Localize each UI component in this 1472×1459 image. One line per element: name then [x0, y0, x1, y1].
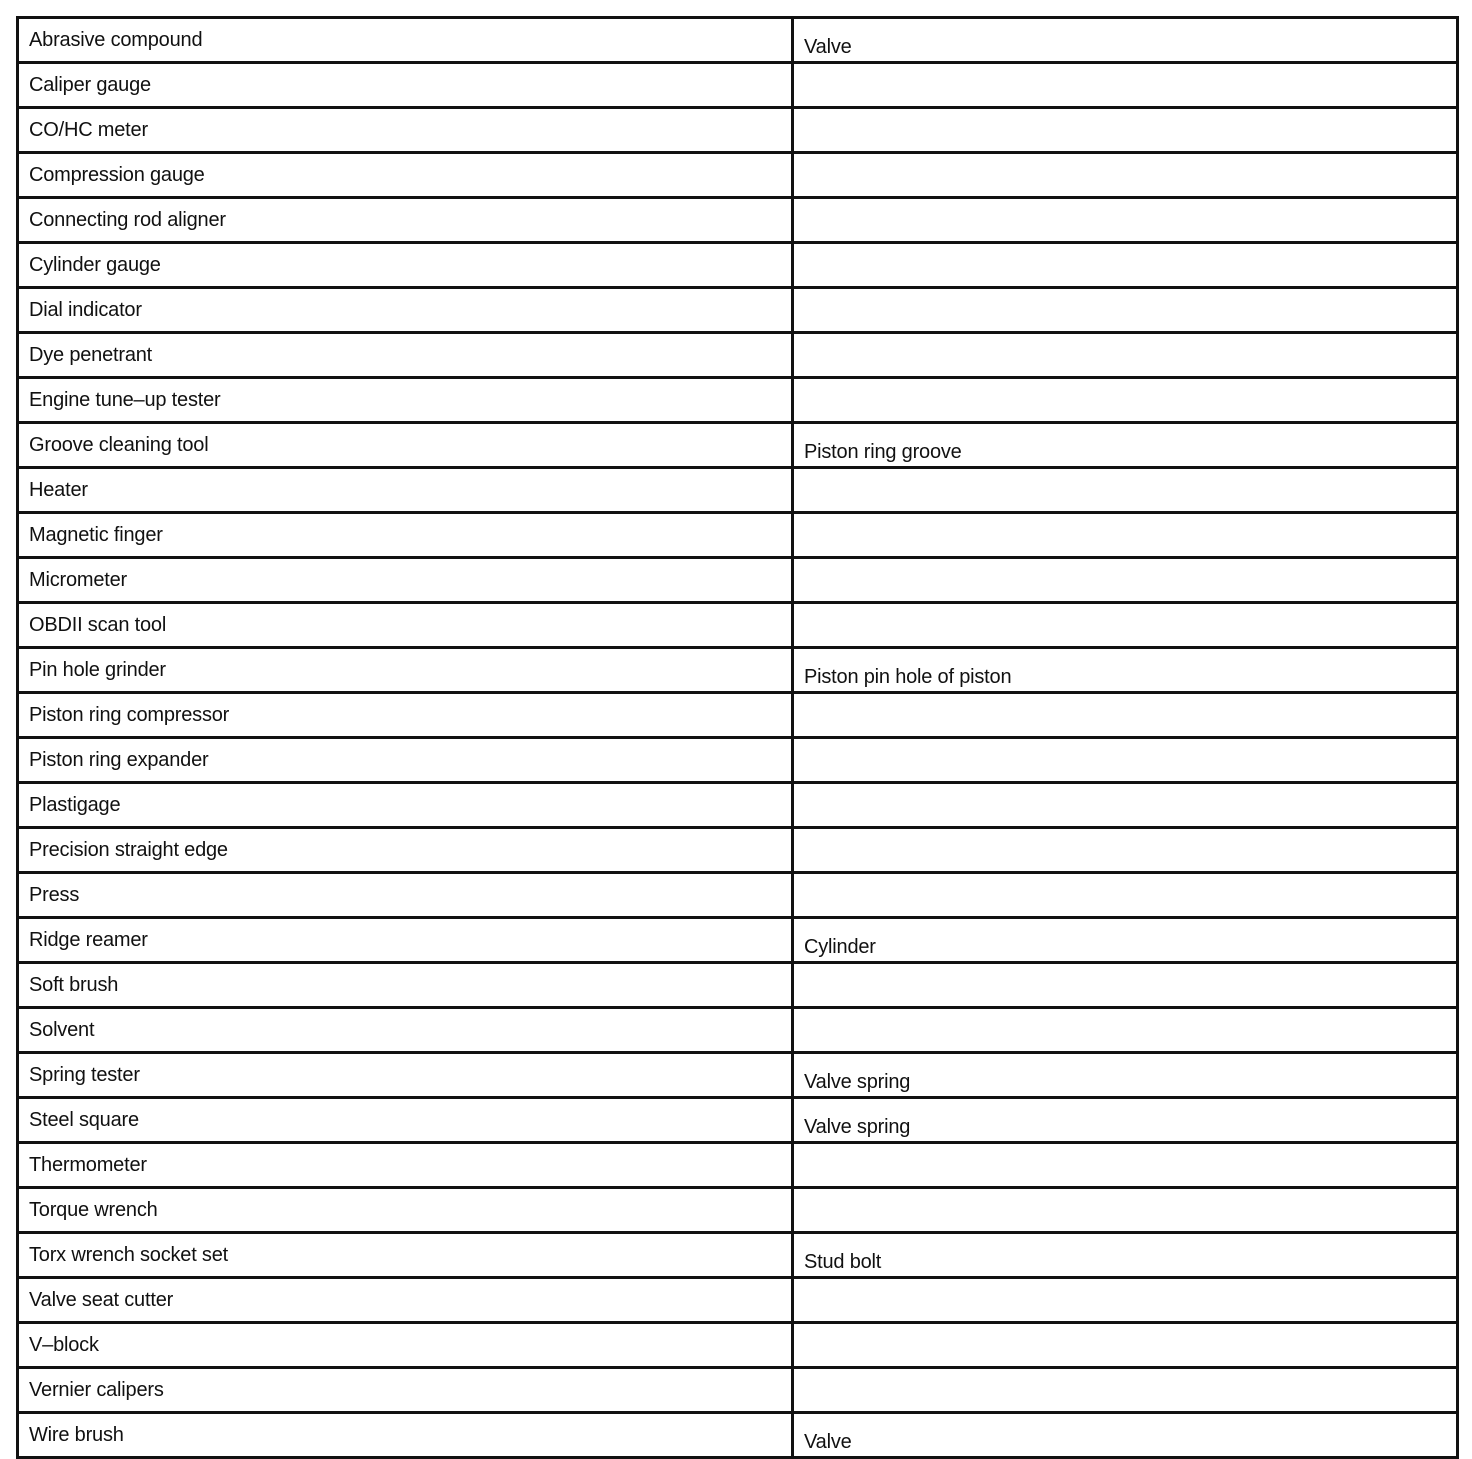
tool-name-cell: Magnetic finger — [18, 513, 793, 558]
part-cell — [793, 513, 1458, 558]
part-cell — [793, 873, 1458, 918]
table-row — [18, 1143, 1458, 1188]
part-cell: Valve spring — [793, 1098, 1458, 1143]
part-cell — [793, 558, 1458, 603]
table-row — [18, 963, 1458, 1008]
part-cell: Stud bolt — [793, 1233, 1458, 1278]
tool-name-cell: OBDII scan tool — [18, 603, 793, 648]
table-row — [18, 1008, 1458, 1053]
part-cell — [793, 1008, 1458, 1053]
part-cell: Valve — [793, 1413, 1458, 1458]
part-cell — [793, 1323, 1458, 1368]
tool-name-cell: Precision straight edge — [18, 828, 793, 873]
tool-name-cell: Pin hole grinder — [18, 648, 793, 693]
part-cell: Valve spring — [793, 1053, 1458, 1098]
part-cell — [793, 693, 1458, 738]
part-cell — [793, 153, 1458, 198]
part-cell — [793, 828, 1458, 873]
tool-name-cell: Spring tester — [18, 1053, 793, 1098]
part-cell — [793, 963, 1458, 1008]
part-cell: Piston pin hole of piston — [793, 648, 1458, 693]
table-row — [18, 1368, 1458, 1413]
table-row — [18, 333, 1458, 378]
tool-name-cell: Steel square — [18, 1098, 793, 1143]
tool-name-cell: Soft brush — [18, 963, 793, 1008]
part-cell — [793, 63, 1458, 108]
table-row — [18, 783, 1458, 828]
tool-name-cell: Piston ring compressor — [18, 693, 793, 738]
tool-name-cell: Thermometer — [18, 1143, 793, 1188]
part-cell — [793, 288, 1458, 333]
table-row — [18, 693, 1458, 738]
part-cell: Piston ring groove — [793, 423, 1458, 468]
tool-name-cell: Piston ring expander — [18, 738, 793, 783]
table-row — [18, 1323, 1458, 1368]
table-row — [18, 873, 1458, 918]
table-row — [18, 603, 1458, 648]
table-row — [18, 648, 1458, 693]
tool-name-cell: Dye penetrant — [18, 333, 793, 378]
part-cell — [793, 378, 1458, 423]
tool-name-cell: V–block — [18, 1323, 793, 1368]
part-cell — [793, 198, 1458, 243]
table-row — [18, 198, 1458, 243]
part-cell — [793, 243, 1458, 288]
part-cell — [793, 1188, 1458, 1233]
part-cell — [793, 1368, 1458, 1413]
tool-name-cell: Plastigage — [18, 783, 793, 828]
tool-name-cell: Compression gauge — [18, 153, 793, 198]
table-row — [18, 828, 1458, 873]
tool-list-sheet — [16, 16, 1456, 1453]
table-row — [18, 1098, 1458, 1143]
tool-name-cell: Micrometer — [18, 558, 793, 603]
table-row — [18, 18, 1458, 63]
tool-name-cell: Wire brush — [18, 1413, 793, 1458]
tool-name-cell: Groove cleaning tool — [18, 423, 793, 468]
table-row — [18, 1053, 1458, 1098]
table-row — [18, 1413, 1458, 1458]
tool-part-table — [16, 16, 1459, 1459]
part-cell — [793, 1278, 1458, 1323]
tool-name-cell: Torx wrench socket set — [18, 1233, 793, 1278]
table-row — [18, 288, 1458, 333]
tool-name-cell: Cylinder gauge — [18, 243, 793, 288]
tool-name-cell: CO/HC meter — [18, 108, 793, 153]
part-cell: Valve — [793, 18, 1458, 63]
table-row — [18, 738, 1458, 783]
table-row — [18, 513, 1458, 558]
tool-name-cell: Valve seat cutter — [18, 1278, 793, 1323]
table-row — [18, 423, 1458, 468]
table-row — [18, 558, 1458, 603]
tool-name-cell: Dial indicator — [18, 288, 793, 333]
part-cell — [793, 468, 1458, 513]
tool-name-cell: Heater — [18, 468, 793, 513]
table-body — [18, 18, 1458, 1458]
tool-name-cell: Caliper gauge — [18, 63, 793, 108]
tool-name-cell: Ridge reamer — [18, 918, 793, 963]
table-row — [18, 108, 1458, 153]
table-row — [18, 1188, 1458, 1233]
tool-name-cell: Press — [18, 873, 793, 918]
table-row — [18, 1278, 1458, 1323]
tool-name-cell: Torque wrench — [18, 1188, 793, 1233]
part-cell — [793, 108, 1458, 153]
part-cell — [793, 333, 1458, 378]
tool-name-cell: Solvent — [18, 1008, 793, 1053]
part-cell — [793, 738, 1458, 783]
part-cell — [793, 783, 1458, 828]
table-row — [18, 468, 1458, 513]
table-row — [18, 243, 1458, 288]
table-row — [18, 63, 1458, 108]
table-row — [18, 153, 1458, 198]
tool-name-cell: Vernier calipers — [18, 1368, 793, 1413]
part-cell — [793, 1143, 1458, 1188]
part-cell: Cylinder — [793, 918, 1458, 963]
table-row — [18, 378, 1458, 423]
tool-name-cell: Engine tune–up tester — [18, 378, 793, 423]
table-row — [18, 918, 1458, 963]
tool-name-cell: Connecting rod aligner — [18, 198, 793, 243]
table-row — [18, 1233, 1458, 1278]
tool-name-cell: Abrasive compound — [18, 18, 793, 63]
part-cell — [793, 603, 1458, 648]
